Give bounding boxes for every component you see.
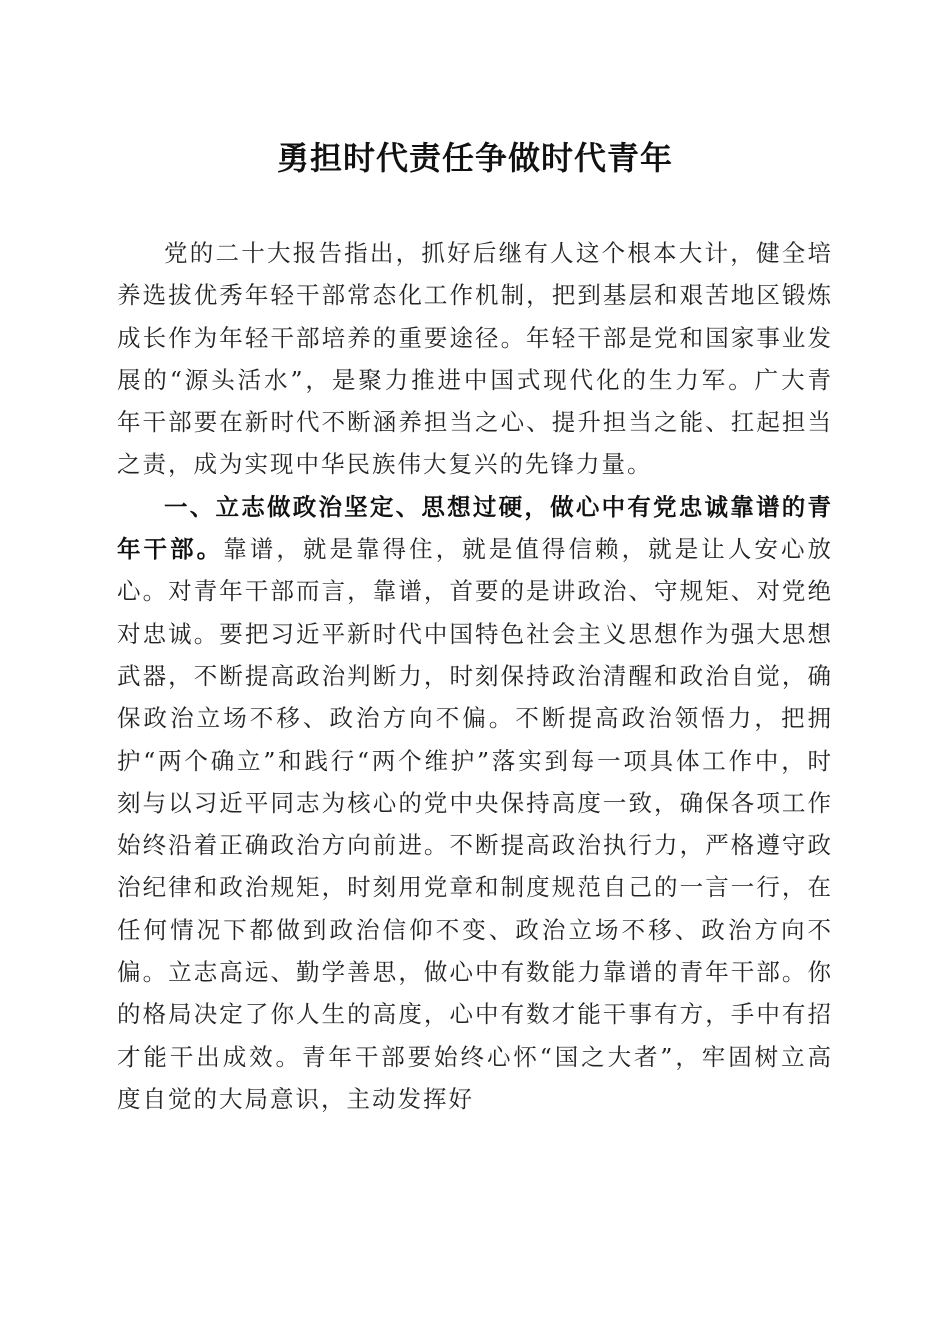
paragraph-intro-text: 党的二十大报告指出，抓好后继有人这个根本大计，健全培养选拔优秀年轻干部常态化工作机制，把到基层和艰苦地区锻炼成长作为年轻干部培养的重要途径。年轻干部是党和国家事业发展的“源头活水”，是聚力推进中国式现代化的生力军。广大青年干部要在新时代不断涵养担当之心、提升担当之能、扛起担当之责，成为实现中华民族伟大复兴的先锋力量。 — [117, 239, 833, 479]
document-title: 勇担时代责任争做时代青年 — [276, 139, 673, 177]
paragraph-intro — [117, 232, 833, 486]
document-body — [117, 232, 833, 1120]
section-one-heading: 一、立志做政治坚定、思想过硬，做心中有党忠诚靠谱的青年干部。 — [117, 492, 833, 564]
section-one-text: 靠谱，就是靠得住，就是值得信赖，就是让人安心放心。对青年干部而言，靠谱，首要的是讲政治、守规矩、对党绝对忠诚。要把习近平新时代中国特色社会主义思想作为强大思想武器，不断提高政治判断力，时刻保持政治清醒和政治自觉，确保政治立场不移、政治方向不偏。不断提高政治领悟力，把拥护“两个确立”和践行“两个维护”落实到每一项具体工作中，时刻与以习近平同志为核心的党中央保持高度一致，确保各项工作始终沿着正确政治方向前进。不断提高政治执行力，严格遵守政治纪律和政治规矩，时刻用党章和制度规范自己的一言一行，在任何情况下都做到政治信仰不变、政治立场不移、政治方向不偏。立志高远、勤学善思，做心中有数能力靠谱的青年干部。你的格局决定了你人生的高度，心中有数才能干事有方，手中有招才能干出成效。青年干部要始终心怀“国之大者”，牢固树立高度自觉的大局意识，主动发挥好 — [117, 535, 834, 1113]
paragraph-section-one — [117, 486, 833, 1120]
